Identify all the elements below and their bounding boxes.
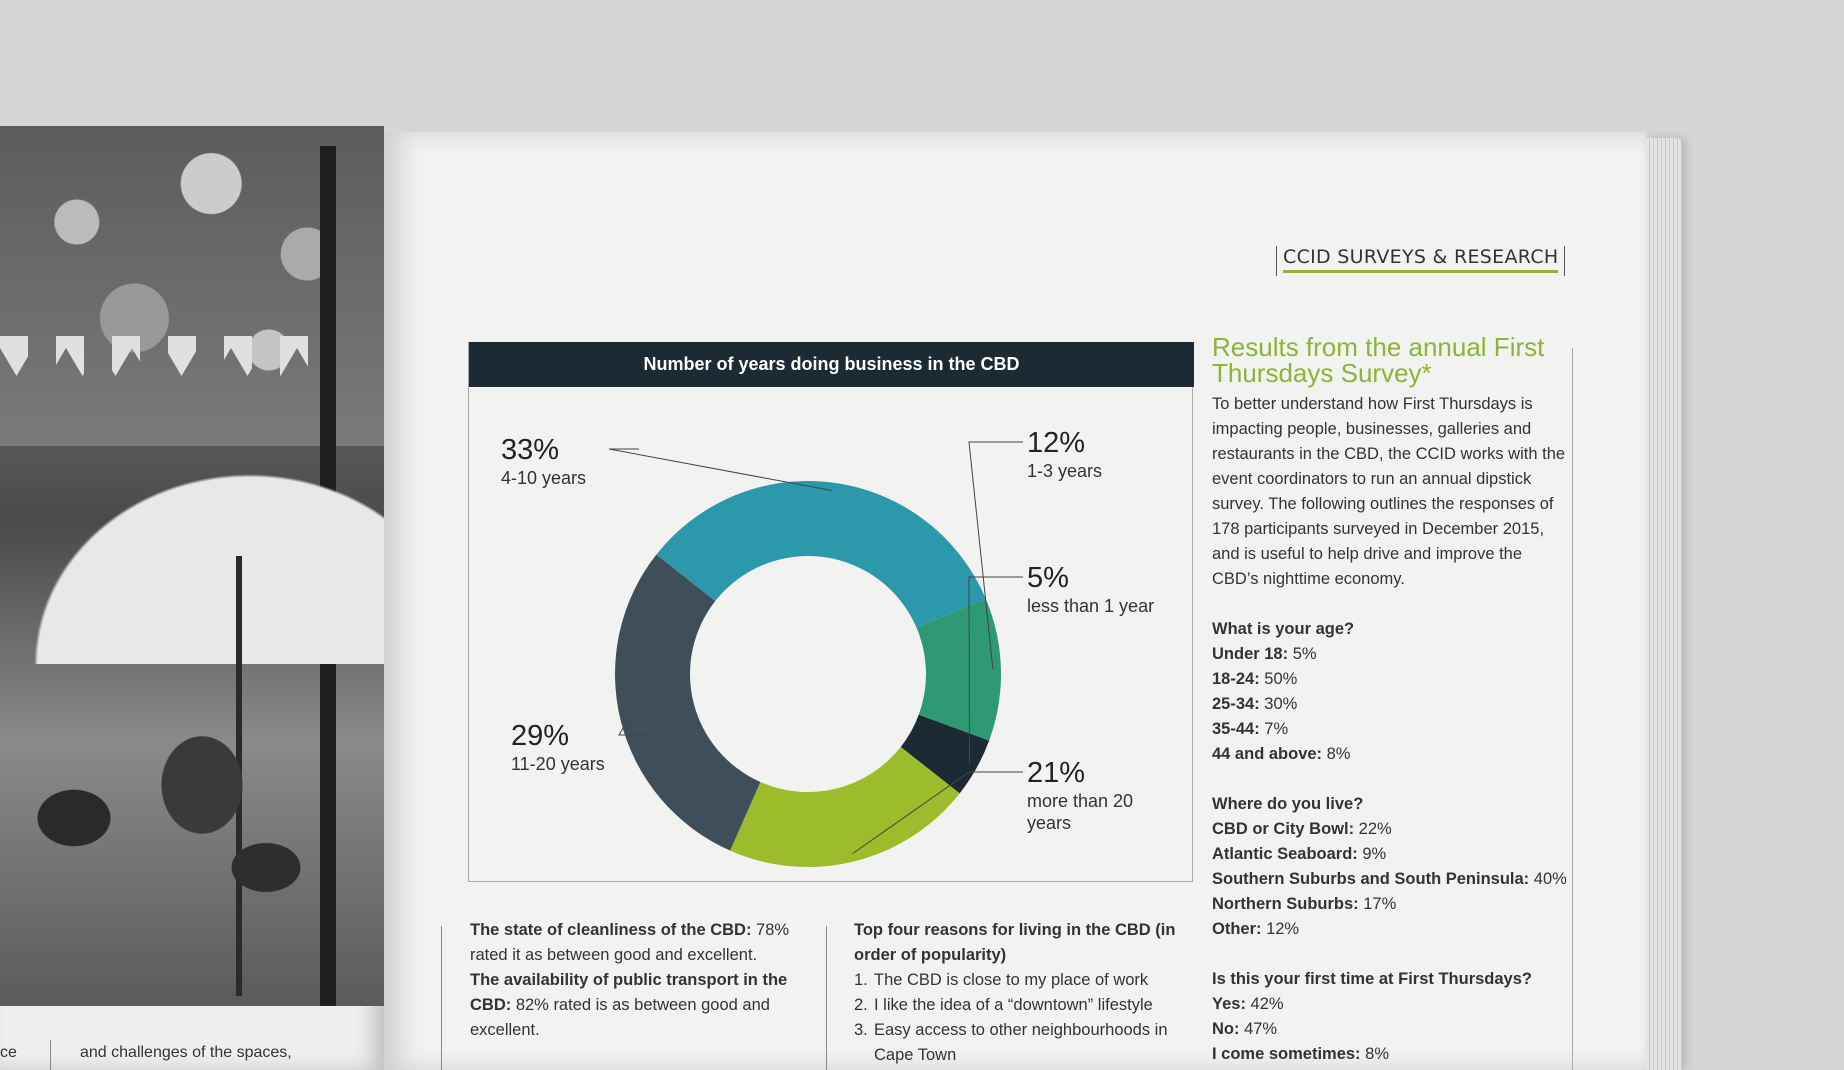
column-rule bbox=[826, 926, 827, 1070]
survey-title: Results from the annual First Thursdays Survey* bbox=[1212, 332, 1545, 388]
slice-category-label: 4-10 years bbox=[501, 468, 587, 488]
transport-label: The availability of public transport in the CBD: bbox=[470, 971, 788, 1014]
page-edges bbox=[1646, 138, 1682, 1070]
leader-line bbox=[609, 449, 832, 491]
question-title: Where do you live? bbox=[1212, 795, 1364, 813]
answer-line: 18-24: 50% bbox=[1212, 670, 1298, 688]
section-header bbox=[1276, 246, 1565, 276]
question-title: Is this your first time at First Thursdays? bbox=[1212, 970, 1532, 988]
answer-line: No: 47% bbox=[1212, 1020, 1278, 1038]
cleanliness-label: The state of cleanliness of the CBD: bbox=[470, 921, 752, 939]
column-rule bbox=[441, 926, 442, 1070]
answer-line: 44 and above: 8% bbox=[1212, 745, 1351, 763]
question-first-time bbox=[1212, 967, 1572, 1067]
market-umbrella bbox=[0, 444, 384, 664]
cleanliness-value: 78% rated it as between good and excellent. bbox=[470, 921, 790, 964]
question-age bbox=[1212, 617, 1572, 767]
transport-value: 82% rated is as between good and excellent. bbox=[470, 996, 770, 1039]
slice-percent-label: 12% bbox=[1027, 427, 1086, 459]
slice-category-label: 11-20 years bbox=[511, 754, 605, 774]
cbd-ratings-text bbox=[470, 918, 800, 1043]
list-item: 1. The CBD is close to my place of work bbox=[854, 971, 1149, 989]
slice-percent-label: 33% bbox=[501, 434, 560, 466]
left-page-caption-edge: ce bbox=[0, 1044, 17, 1061]
slice-category-label: less than 1 year bbox=[1027, 596, 1155, 616]
slice-category-label: more than 20 bbox=[1027, 791, 1134, 811]
reasons-title: Top four reasons for living in the CBD (in order of popularity) bbox=[854, 921, 1176, 964]
slice-percent-label: 29% bbox=[511, 720, 570, 752]
answer-line: 25-34: 30% bbox=[1212, 695, 1298, 713]
question-title: What is your age? bbox=[1212, 620, 1355, 638]
reasons-list-block bbox=[854, 918, 1194, 1068]
section-header-label: CCID SURVEYS & RESEARCH bbox=[1283, 246, 1558, 273]
list-item: 2. I like the idea of a “downtown” lifestyle bbox=[854, 996, 1153, 1014]
left-page-rule bbox=[50, 1040, 51, 1070]
question-residence bbox=[1212, 792, 1572, 942]
answer-line: Atlantic Seaboard: 9% bbox=[1212, 845, 1387, 863]
people-silhouettes bbox=[10, 686, 330, 1006]
slice-percent-label: 5% bbox=[1027, 562, 1069, 594]
donut-chart bbox=[469, 387, 1194, 882]
survey-intro: To better understand how First Thursdays is impacting people, businesses, galleries and restaurants in the CBD, the CCID works with the event coordinators to run an annual dipstick survey. The following outlines the responses of 178 participants surveyed in December 2015, and is useful to help drive and improve the CBD’s nighttime economy. bbox=[1212, 395, 1566, 588]
left-page bbox=[0, 126, 384, 1070]
answer-line: CBD or City Bowl: 22% bbox=[1212, 820, 1392, 838]
donut-slice bbox=[615, 555, 760, 851]
reasons-list bbox=[854, 968, 1194, 1068]
survey-results-column bbox=[1212, 334, 1572, 1070]
slice-category-label: 1-3 years bbox=[1027, 461, 1103, 481]
answer-line: Southern Suburbs and South Peninsula: 40% bbox=[1212, 870, 1567, 888]
answer-line: Under 18: 5% bbox=[1212, 645, 1317, 663]
slice-category-label: years bbox=[1027, 813, 1072, 833]
donut-chart-panel bbox=[468, 342, 1193, 882]
left-page-caption: and challenges of the spaces, bbox=[80, 1044, 292, 1061]
list-item: 3. Easy access to other neighbourhoods in Cape Town bbox=[854, 1021, 1168, 1064]
answer-line: 35-44: 7% bbox=[1212, 720, 1289, 738]
chart-title: Number of years doing business in the CBD bbox=[469, 342, 1194, 387]
column-rule bbox=[1572, 348, 1573, 1070]
answer-line: Other: 12% bbox=[1212, 920, 1300, 938]
slice-percent-label: 21% bbox=[1027, 757, 1086, 789]
answer-line: Yes: 42% bbox=[1212, 995, 1284, 1013]
street-market-photo bbox=[0, 126, 384, 1006]
answer-line: I come sometimes: 8% bbox=[1212, 1045, 1389, 1063]
answer-line: Northern Suburbs: 17% bbox=[1212, 895, 1397, 913]
